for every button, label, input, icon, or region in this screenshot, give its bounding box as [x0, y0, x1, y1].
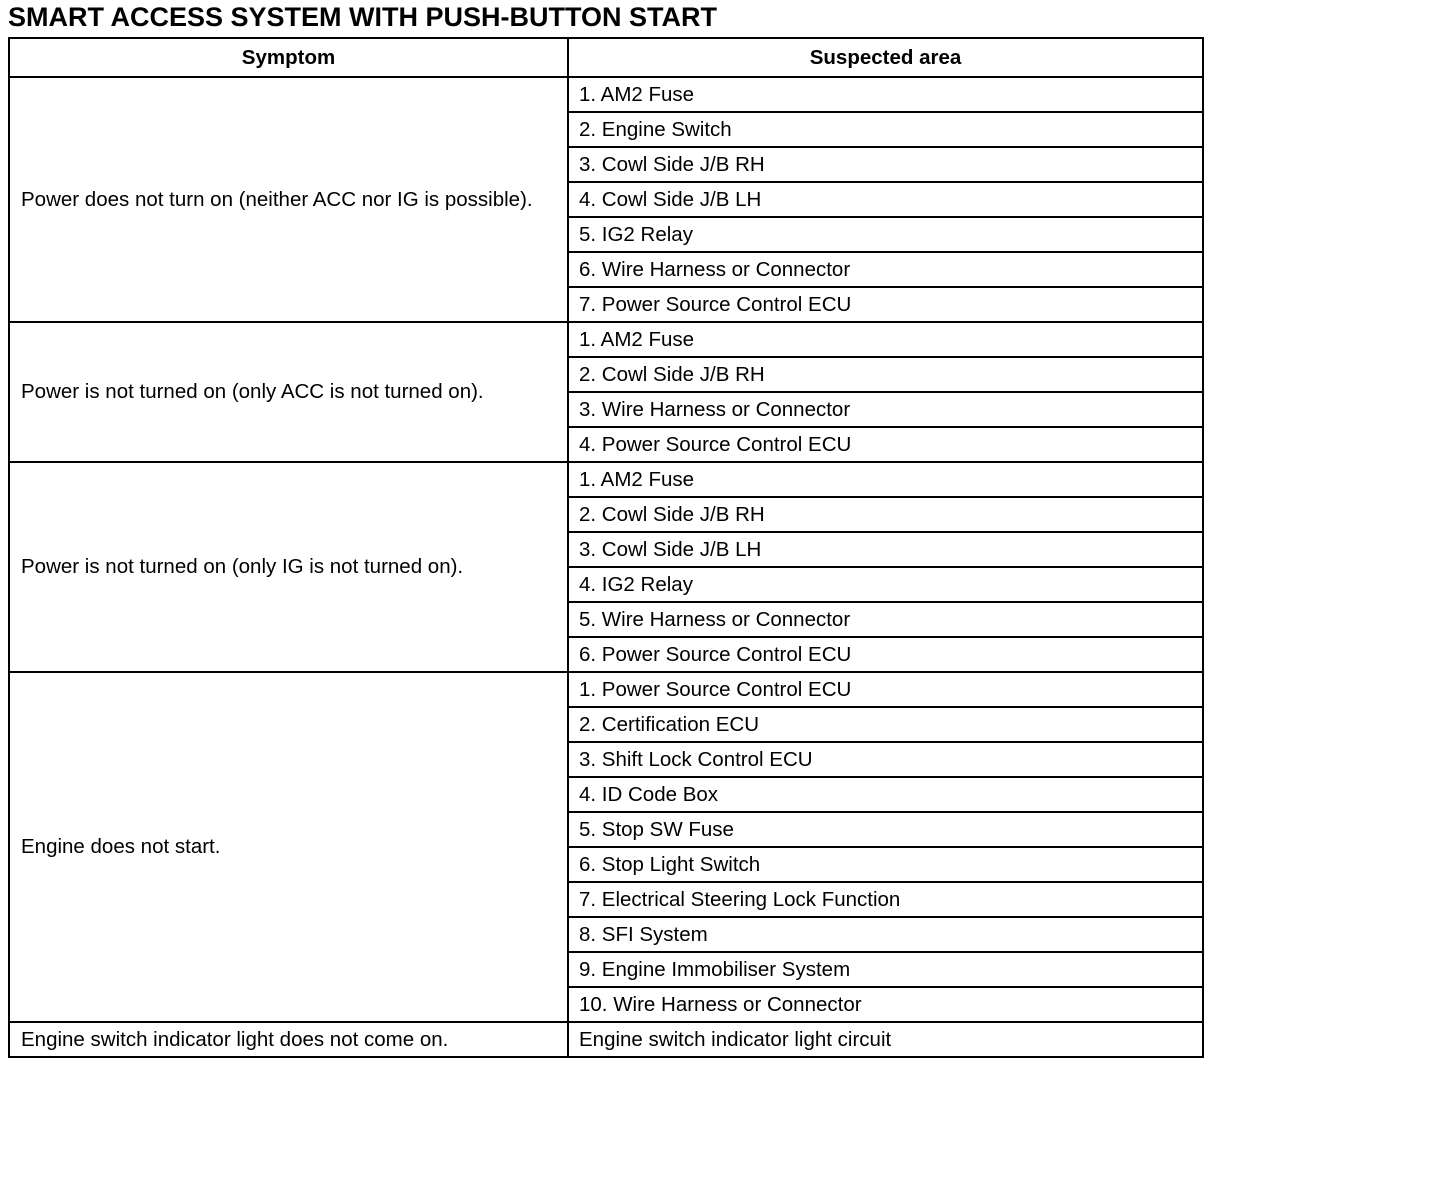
suspected-area-cell: 3. Shift Lock Control ECU [568, 742, 1203, 777]
suspected-area-cell: 7. Electrical Steering Lock Function [568, 882, 1203, 917]
suspected-area-cell: 4. Cowl Side J/B LH [568, 182, 1203, 217]
symptom-cell: Power is not turned on (only ACC is not turned on). [9, 322, 568, 462]
suspected-area-cell: 1. Power Source Control ECU [568, 672, 1203, 707]
suspected-area-cell: 3. Wire Harness or Connector [568, 392, 1203, 427]
table-row [9, 322, 1203, 357]
suspected-area-cell: 10. Wire Harness or Connector [568, 987, 1203, 1022]
suspected-area-cell: 2. Certification ECU [568, 707, 1203, 742]
suspected-area-cell: 4. Power Source Control ECU [568, 427, 1203, 462]
suspected-area-cell: 6. Power Source Control ECU [568, 637, 1203, 672]
suspected-area-cell: Engine switch indicator light circuit [568, 1022, 1203, 1057]
table-row [9, 1022, 1203, 1057]
symptom-column-header: Symptom [9, 38, 568, 77]
problem-symptoms-table [8, 37, 1204, 1058]
suspected-area-cell: 5. IG2 Relay [568, 217, 1203, 252]
suspected-area-cell: 6. Wire Harness or Connector [568, 252, 1203, 287]
symptom-cell: Engine switch indicator light does not come on. [9, 1022, 568, 1057]
suspected-area-cell: 4. IG2 Relay [568, 567, 1203, 602]
suspected-area-cell: 2. Cowl Side J/B RH [568, 497, 1203, 532]
suspected-area-cell: 3. Cowl Side J/B RH [568, 147, 1203, 182]
suspected-area-cell: 7. Power Source Control ECU [568, 287, 1203, 322]
table-row [9, 672, 1203, 707]
symptom-cell: Power is not turned on (only IG is not turned on). [9, 462, 568, 672]
suspected-area-cell: 4. ID Code Box [568, 777, 1203, 812]
suspected-area-cell: 1. AM2 Fuse [568, 322, 1203, 357]
suspected-area-cell: 5. Wire Harness or Connector [568, 602, 1203, 637]
symptom-cell: Engine does not start. [9, 672, 568, 1022]
suspected-area-cell: 3. Cowl Side J/B LH [568, 532, 1203, 567]
suspected-area-cell: 2. Cowl Side J/B RH [568, 357, 1203, 392]
table-body [9, 77, 1203, 1057]
suspected-area-cell: 6. Stop Light Switch [568, 847, 1203, 882]
suspected-area-cell: 5. Stop SW Fuse [568, 812, 1203, 847]
suspected-area-cell: 1. AM2 Fuse [568, 77, 1203, 112]
table-row [9, 77, 1203, 112]
suspected-area-column-header: Suspected area [568, 38, 1203, 77]
suspected-area-cell: 8. SFI System [568, 917, 1203, 952]
document-title: SMART ACCESS SYSTEM WITH PUSH-BUTTON START [8, 2, 718, 32]
suspected-area-cell: 1. AM2 Fuse [568, 462, 1203, 497]
table-row [9, 462, 1203, 497]
table-header-row [9, 38, 1203, 77]
suspected-area-cell: 9. Engine Immobiliser System [568, 952, 1203, 987]
suspected-area-cell: 2. Engine Switch [568, 112, 1203, 147]
symptom-cell: Power does not turn on (neither ACC nor IG is possible). [9, 77, 568, 322]
